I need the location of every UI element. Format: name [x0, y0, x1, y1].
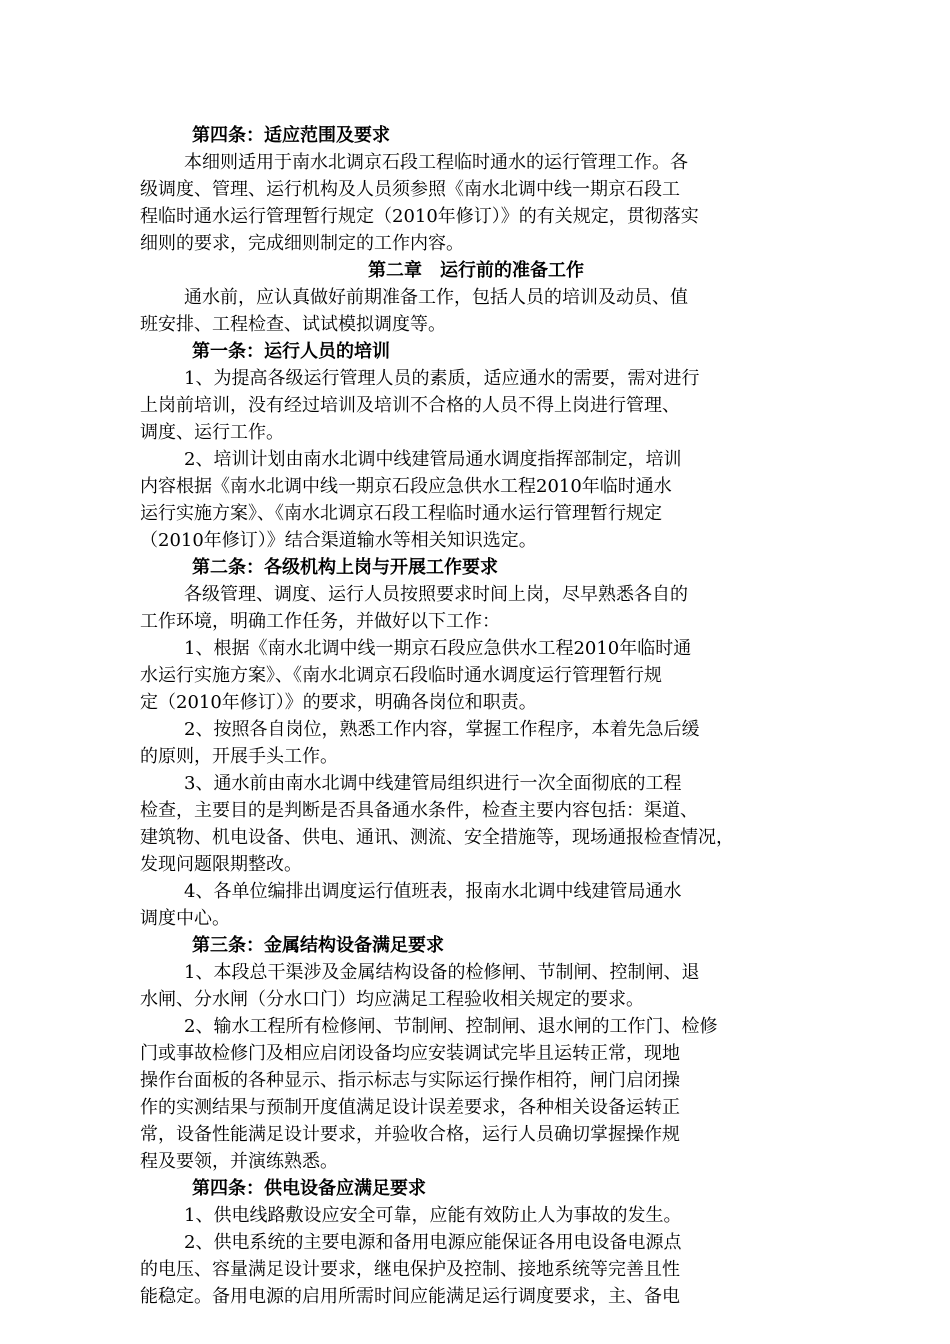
text-line: 常，设备性能满足设计要求，并验收合格，运行人员确切掌握操作规	[140, 1124, 680, 1145]
text-line: 能稳定。备用电源的启用所需时间应能满足运行调度要求，主、备电	[140, 1286, 680, 1307]
text-line: 定（2010年修订）》的要求，明确各岗位和职责。	[140, 692, 537, 713]
text-line: 程及要领，并演练熟悉。	[140, 1151, 338, 1172]
text-line: 班安排、工程检查、试试模拟调度等。	[140, 314, 446, 335]
paragraph-first-line: 1、本段总干渠涉及金属结构设备的检修闸、节制闸、控制闸、退	[184, 962, 700, 983]
paragraph-first-line: 1、供电线路敷设应安全可靠，应能有效防止人为事故的发生。	[184, 1205, 682, 1226]
text-line: 操作台面板的各种显示、指示标志与实际运行操作相符，闸门启闭操	[140, 1070, 680, 1091]
paragraph-first-line: 2、按照各自岗位，熟悉工作内容，掌握工作程序，本着先急后缓	[184, 719, 700, 740]
paragraph-first-line: 1、根据《南水北调中线一期京石段应急供水工程2010年临时通	[184, 638, 692, 659]
text-line: 级调度、管理、运行机构及人员须参照《南水北调中线一期京石段工	[140, 179, 680, 200]
section-heading: 第四条：适应范围及要求	[192, 125, 390, 146]
paragraph-first-line: 3、通水前由南水北调中线建管局组织进行一次全面彻底的工程	[184, 773, 682, 794]
section-heading: 第三条：金属结构设备满足要求	[192, 935, 444, 956]
paragraph-first-line: 2、培训计划由南水北调中线建管局通水调度指挥部制定，培训	[184, 449, 682, 470]
text-line: 检查，主要目的是判断是否具备通水条件，检查主要内容包括：渠道、	[140, 800, 698, 821]
text-line: 发现问题限期整改。	[140, 854, 302, 875]
text-line: 作的实测结果与预制开度值满足设计误差要求，各种相关设备运转正	[140, 1097, 680, 1118]
paragraph-first-line: 4、各单位编排出调度运行值班表，报南水北调中线建管局通水	[184, 881, 682, 902]
text-line: 运行实施方案》、《南水北调京石段工程临时通水运行管理暂行规定	[140, 503, 662, 524]
text-line: 细则的要求，完成细则制定的工作内容。	[140, 233, 464, 254]
section-heading: 第四条：供电设备应满足要求	[192, 1178, 426, 1199]
paragraph-first-line: 本细则适用于南水北调京石段工程临时通水的运行管理工作。各	[184, 152, 688, 173]
text-line: 门或事故检修门及相应启闭设备均应安装调试完毕且运转正常，现地	[140, 1043, 680, 1064]
paragraph-first-line: 1、为提高各级运行管理人员的素质，适应通水的需要，需对进行	[184, 368, 700, 389]
paragraph-first-line: 通水前，应认真做好前期准备工作，包括人员的培训及动员、值	[184, 287, 688, 308]
chapter-title: 第二章 运行前的准备工作	[368, 260, 584, 281]
text-line: 工作环境，明确工作任务，并做好以下工作：	[140, 611, 500, 632]
text-line: 调度中心。	[140, 908, 230, 929]
paragraph-first-line: 2、输水工程所有检修闸、节制闸、控制闸、退水闸的工作门、检修	[184, 1016, 718, 1037]
text-line: 水运行实施方案》、《南水北调京石段临时通水调度运行管理暂行规	[140, 665, 662, 686]
text-line: 的原则，开展手头工作。	[140, 746, 338, 767]
text-line: 内容根据《南水北调中线一期京石段应急供水工程2010年临时通水	[140, 476, 672, 497]
paragraph-first-line: 各级管理、调度、运行人员按照要求时间上岗，尽早熟悉各自的	[184, 584, 688, 605]
text-line: 建筑物、机电设备、供电、通讯、测流、安全措施等，现场通报检查情况，	[140, 827, 734, 848]
section-heading: 第一条：运行人员的培训	[192, 341, 390, 362]
text-line: 水闸、分水闸（分水口门）均应满足工程验收相关规定的要求。	[140, 989, 644, 1010]
paragraph-first-line: 2、供电系统的主要电源和备用电源应能保证各用电设备电源点	[184, 1232, 682, 1253]
text-line: 上岗前培训，没有经过培训及培训不合格的人员不得上岗进行管理、	[140, 395, 680, 416]
text-line: 程临时通水运行管理暂行规定（2010年修订）》的有关规定，贯彻落实	[140, 206, 699, 227]
document-body	[140, 122, 812, 1310]
text-line: 的电压、容量满足设计要求，继电保护及控制、接地系统等完善且性	[140, 1259, 680, 1280]
text-line: （2010年修订）》结合渠道输水等相关知识选定。	[140, 530, 537, 551]
text-line: 调度、运行工作。	[140, 422, 284, 443]
section-heading: 第二条：各级机构上岗与开展工作要求	[192, 557, 498, 578]
